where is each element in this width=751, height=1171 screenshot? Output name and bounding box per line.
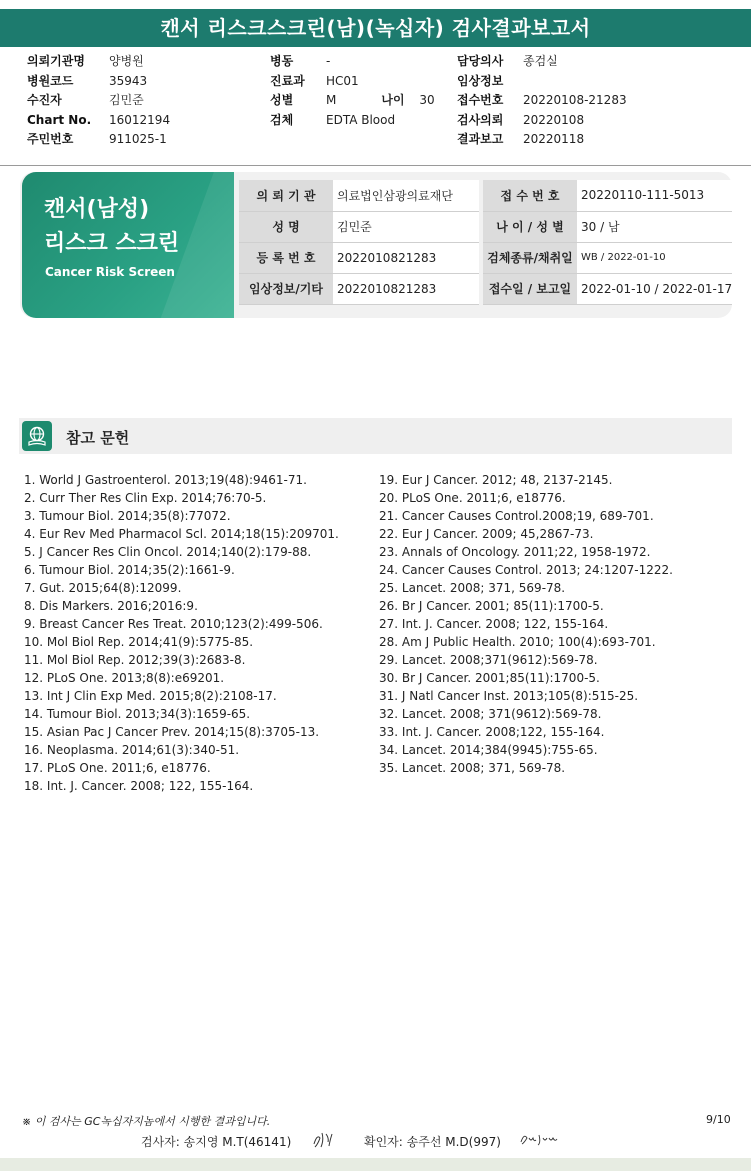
info-label: 검체종류/채취일 bbox=[483, 242, 577, 273]
header-subfield-label: 나이 bbox=[381, 93, 405, 107]
header-field bbox=[270, 91, 435, 111]
header-field-value: 종검실 bbox=[523, 54, 558, 68]
header-field-label: 임상정보 bbox=[457, 73, 504, 88]
info-row bbox=[239, 211, 732, 242]
info-label: 성 명 bbox=[239, 211, 333, 242]
reference-item: 22. Eur J Cancer. 2009; 45,2867-73. bbox=[379, 527, 594, 541]
header-field bbox=[457, 72, 627, 92]
badge-title-line1: 캔서(남성) bbox=[44, 197, 150, 222]
reference-item: 13. Int J Clin Exp Med. 2015;8(2):2108-17. bbox=[24, 689, 277, 703]
reference-item: 20. PLoS One. 2011;6, e18776. bbox=[379, 491, 566, 505]
header-divider bbox=[0, 165, 751, 166]
cancer-risk-badge bbox=[22, 172, 234, 318]
badge-english-title: Cancer Risk Screen bbox=[45, 265, 175, 279]
info-value: 30 / 남 bbox=[577, 211, 732, 242]
reference-item: 31. J Natl Cancer Inst. 2013;105(8):515-25. bbox=[379, 689, 639, 703]
reference-item: 24. Cancer Causes Control. 2013; 24:1207-1222. bbox=[379, 563, 673, 577]
header-field-label: 병원코드 bbox=[27, 73, 74, 88]
header-field-label: 의뢰기관명 bbox=[27, 54, 85, 68]
reference-item: 6. Tumour Biol. 2014;35(2):1661-9. bbox=[24, 563, 235, 577]
reference-item: 4. Eur Rev Med Pharmacol Scl. 2014;18(15):209701. bbox=[24, 527, 339, 541]
header-field-value: 양병원 bbox=[109, 54, 144, 68]
header-field bbox=[457, 111, 627, 131]
header-field-label: 담당의사 bbox=[457, 54, 504, 68]
report-title: 캔서 리스크스크린(남)(녹십자) 검사결과보고서 bbox=[0, 9, 751, 47]
footer-bar bbox=[0, 1158, 751, 1171]
reference-item: 26. Br J Cancer. 2001; 85(11):1700-5. bbox=[379, 599, 604, 613]
info-value: 2022010821283 bbox=[333, 273, 479, 304]
info-value: 2022010821283 bbox=[333, 242, 479, 273]
header-column-3 bbox=[457, 52, 627, 150]
patient-info-table bbox=[239, 180, 732, 305]
reference-item: 1. World J Gastroenterol. 2013;19(48):9461-71. bbox=[24, 473, 307, 487]
footer-note: ※ 이 검사는 GC녹십자지놈에서 시행한 결과입니다. bbox=[22, 1115, 271, 1128]
header-field-value: 20220108 bbox=[523, 112, 585, 127]
reference-item: 14. Tumour Biol. 2013;34(3):1659-65. bbox=[24, 707, 251, 721]
reference-item: 7. Gut. 2015;64(8):12099. bbox=[24, 581, 182, 595]
info-value: 20220110-111-5013 bbox=[577, 180, 732, 211]
reference-item: 34. Lancet. 2014;384(9945):755-65. bbox=[379, 743, 598, 757]
header-column-1 bbox=[27, 52, 170, 150]
info-label: 임상정보/기타 bbox=[239, 273, 333, 304]
info-value: 의료법인삼광의료재단 bbox=[333, 180, 479, 211]
reference-item: 25. Lancet. 2008; 371, 569-78. bbox=[379, 581, 566, 595]
header-field-label: 결과보고 bbox=[457, 132, 504, 146]
info-row bbox=[239, 273, 732, 304]
reference-item: 5. J Cancer Res Clin Oncol. 2014;140(2):179-88. bbox=[24, 545, 312, 559]
header-field-value: - bbox=[326, 54, 331, 68]
reference-item: 19. Eur J Cancer. 2012; 48, 2137-2145. bbox=[379, 473, 613, 487]
page-number: 9/10 bbox=[706, 1113, 731, 1126]
reference-item: 10. Mol Biol Rep. 2014;41(9):5775-85. bbox=[24, 635, 254, 649]
reference-item: 30. Br J Cancer. 2001;85(11):1700-5. bbox=[379, 671, 600, 685]
reference-item: 29. Lancet. 2008;371(9612):569-78. bbox=[379, 653, 598, 667]
header-subfield-value: 30 bbox=[419, 93, 435, 107]
reference-item: 11. Mol Biol Rep. 2012;39(3):2683-8. bbox=[24, 653, 246, 667]
globe-book-icon bbox=[22, 421, 52, 451]
header-field bbox=[270, 52, 435, 72]
header-field bbox=[270, 72, 435, 92]
reference-item: 18. Int. J. Cancer. 2008; 122, 155-164. bbox=[24, 779, 254, 793]
header-field bbox=[27, 111, 170, 131]
header-field-label: Chart No. bbox=[27, 112, 92, 127]
reference-item: 27. Int. J. Cancer. 2008; 122, 155-164. bbox=[379, 617, 609, 631]
header-field-label: 검사의뢰 bbox=[457, 112, 504, 127]
reference-item: 15. Asian Pac J Cancer Prev. 2014;15(8):3705-13. bbox=[24, 725, 320, 739]
header-field bbox=[270, 111, 435, 131]
reference-item: 17. PLoS One. 2011;6, e18776. bbox=[24, 761, 211, 775]
references-header bbox=[19, 418, 732, 454]
reference-item: 21. Cancer Causes Control.2008;19, 689-701. bbox=[379, 509, 654, 523]
header-field bbox=[457, 130, 627, 150]
header-field-label: 수진자 bbox=[27, 93, 62, 107]
reference-item: 32. Lancet. 2008; 371(9612):569-78. bbox=[379, 707, 602, 721]
reference-item: 3. Tumour Biol. 2014;35(8):77072. bbox=[24, 509, 231, 523]
info-label: 등 록 번 호 bbox=[239, 242, 333, 273]
info-row bbox=[239, 242, 732, 273]
header-field bbox=[27, 91, 170, 111]
header-field bbox=[27, 72, 170, 92]
header-field-value: 35943 bbox=[109, 73, 148, 88]
info-row bbox=[239, 180, 732, 211]
header-field-value: HC01 bbox=[326, 73, 359, 88]
reference-item: 9. Breast Cancer Res Treat. 2010;123(2):499-506. bbox=[24, 617, 323, 631]
confirmer-signature-image bbox=[519, 1130, 561, 1152]
header-field-label: 접수번호 bbox=[457, 93, 504, 107]
reference-item: 28. Am J Public Health. 2010; 100(4):693-701. bbox=[379, 635, 656, 649]
reference-item: 23. Annals of Oncology. 2011;22, 1958-1972. bbox=[379, 545, 651, 559]
tester-signature-image bbox=[312, 1130, 336, 1154]
info-label: 의 뢰 기 관 bbox=[239, 180, 333, 211]
header-field-value: 20220118 bbox=[523, 132, 585, 146]
info-value: 2022-01-10 / 2022-01-17 bbox=[577, 273, 732, 304]
reference-item: 16. Neoplasma. 2014;61(3):340-51. bbox=[24, 743, 240, 757]
info-label: 나 이 / 성 별 bbox=[483, 211, 577, 242]
info-value: 김민준 bbox=[333, 211, 479, 242]
references-title: 참고 문헌 bbox=[66, 429, 130, 447]
confirmer-signature-line: 확인자: 송주선 M.D(997) bbox=[364, 1135, 501, 1149]
header-field-label: 주민번호 bbox=[27, 132, 74, 146]
header-field-label: 진료과 bbox=[270, 73, 305, 88]
header-field-label: 병동 bbox=[270, 54, 294, 68]
header-field-value: 20220108-21283 bbox=[523, 93, 627, 107]
header-field-label: 검체 bbox=[270, 112, 294, 127]
reference-item: 33. Int. J. Cancer. 2008;122, 155-164. bbox=[379, 725, 605, 739]
header-field-value: 911025-1 bbox=[109, 132, 167, 146]
header-field bbox=[27, 130, 170, 150]
header-field-label: 성별 bbox=[270, 93, 294, 107]
reference-item: 35. Lancet. 2008; 371, 569-78. bbox=[379, 761, 566, 775]
header-field-value: M bbox=[326, 93, 337, 107]
header-field bbox=[457, 52, 627, 72]
reference-item: 12. PLoS One. 2013;8(8):e69201. bbox=[24, 671, 225, 685]
info-label: 접수일 / 보고일 bbox=[483, 273, 577, 304]
reference-item: 8. Dis Markers. 2016;2016:9. bbox=[24, 599, 198, 613]
header-field-value: EDTA Blood bbox=[326, 112, 396, 127]
header-field-value: 16012194 bbox=[109, 112, 171, 127]
references-list-right bbox=[379, 471, 673, 777]
info-label: 접 수 번 호 bbox=[483, 180, 577, 211]
references-list-left bbox=[24, 471, 339, 795]
badge-title-line2: 리스크 스크린 bbox=[44, 231, 180, 256]
header-field bbox=[457, 91, 627, 111]
tester-signature-line: 검사자: 송지영 M.T(46141) bbox=[141, 1135, 292, 1149]
header-column-2 bbox=[270, 52, 435, 130]
header-field bbox=[27, 52, 170, 72]
header-field-value: 김민준 bbox=[109, 93, 144, 107]
reference-item: 2. Curr Ther Res Clin Exp. 2014;76:70-5. bbox=[24, 491, 267, 505]
info-value: WB / 2022-01-10 bbox=[577, 242, 732, 273]
